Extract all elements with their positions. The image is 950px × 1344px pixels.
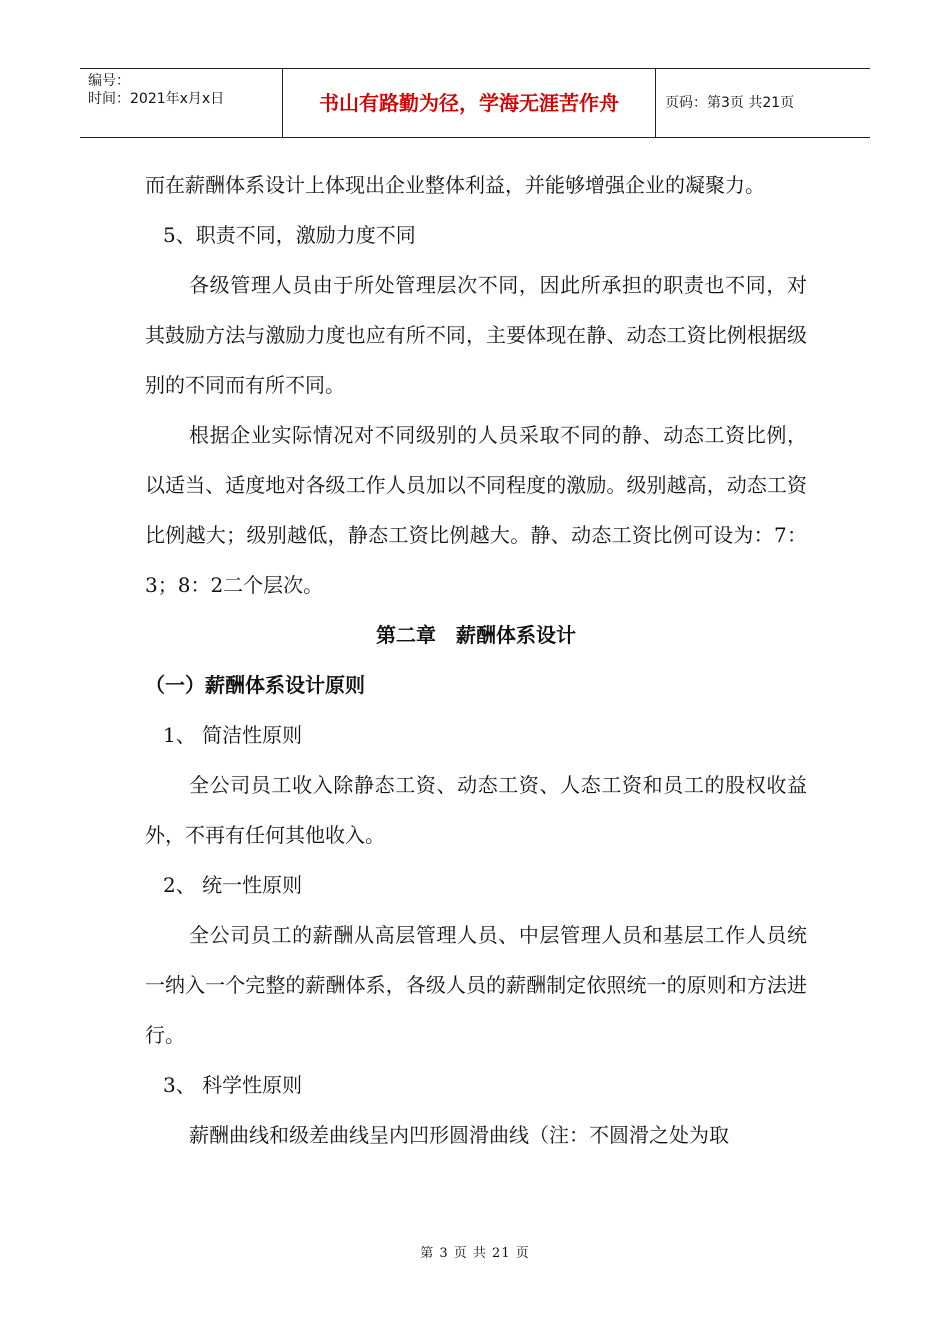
body-paragraph: 薪酬曲线和级差曲线呈内凹形圆滑曲线（注：不圆滑之处为取 bbox=[189, 1123, 729, 1147]
document-date-label: 时间：2021年x月x日 bbox=[88, 91, 225, 107]
document-header bbox=[80, 68, 870, 138]
header-motto-cell bbox=[282, 69, 656, 137]
header-motto: 书山有路勤为径，学海无涯苦作舟 bbox=[319, 91, 619, 115]
list-item-heading: 5、职责不同，激励力度不同 bbox=[163, 223, 416, 247]
list-item-heading: 1、 简洁性原则 bbox=[163, 723, 303, 747]
document-number-label: 编号： bbox=[88, 73, 130, 89]
body-paragraph: 而在薪酬体系设计上体现出企业整体利益，并能够增强企业的凝聚力。 bbox=[145, 173, 765, 197]
chapter-title: 第二章 薪酬体系设计 bbox=[376, 623, 576, 647]
body-paragraph: 根据企业实际情况对不同级别的人员采取不同的静、动态工资比例，以适当、适度地对各级工作人员加以不同程度的激励。级别越高，动态工资比例越大；级别越低，静态工资比例越大。静、动态工资比例可设为：7：3；8：2二个层次。 bbox=[145, 423, 807, 597]
header-meta-cell bbox=[80, 69, 282, 137]
body-paragraph: 全公司员工的薪酬从高层管理人员、中层管理人员和基层工作人员统一纳入一个完整的薪酬体系，各级人员的薪酬制定依照统一的原则和方法进行。 bbox=[145, 923, 807, 1047]
header-page-info: 页码：第3页 共21页 bbox=[665, 95, 795, 111]
section-title: （一）薪酬体系设计原则 bbox=[145, 673, 365, 697]
header-page-cell bbox=[655, 69, 870, 137]
page-footer: 第 3 页 共 21 页 bbox=[420, 1246, 530, 1261]
list-item-heading: 3、 科学性原则 bbox=[163, 1073, 303, 1097]
list-item-heading: 2、 统一性原则 bbox=[163, 873, 303, 897]
document-body bbox=[145, 160, 807, 1160]
body-paragraph: 全公司员工收入除静态工资、动态工资、人态工资和员工的股权收益外，不再有任何其他收入。 bbox=[145, 773, 807, 847]
body-paragraph: 各级管理人员由于所处管理层次不同，因此所承担的职责也不同，对其鼓励方法与激励力度也应有所不同，主要体现在静、动态工资比例根据级别的不同而有所不同。 bbox=[145, 273, 807, 397]
